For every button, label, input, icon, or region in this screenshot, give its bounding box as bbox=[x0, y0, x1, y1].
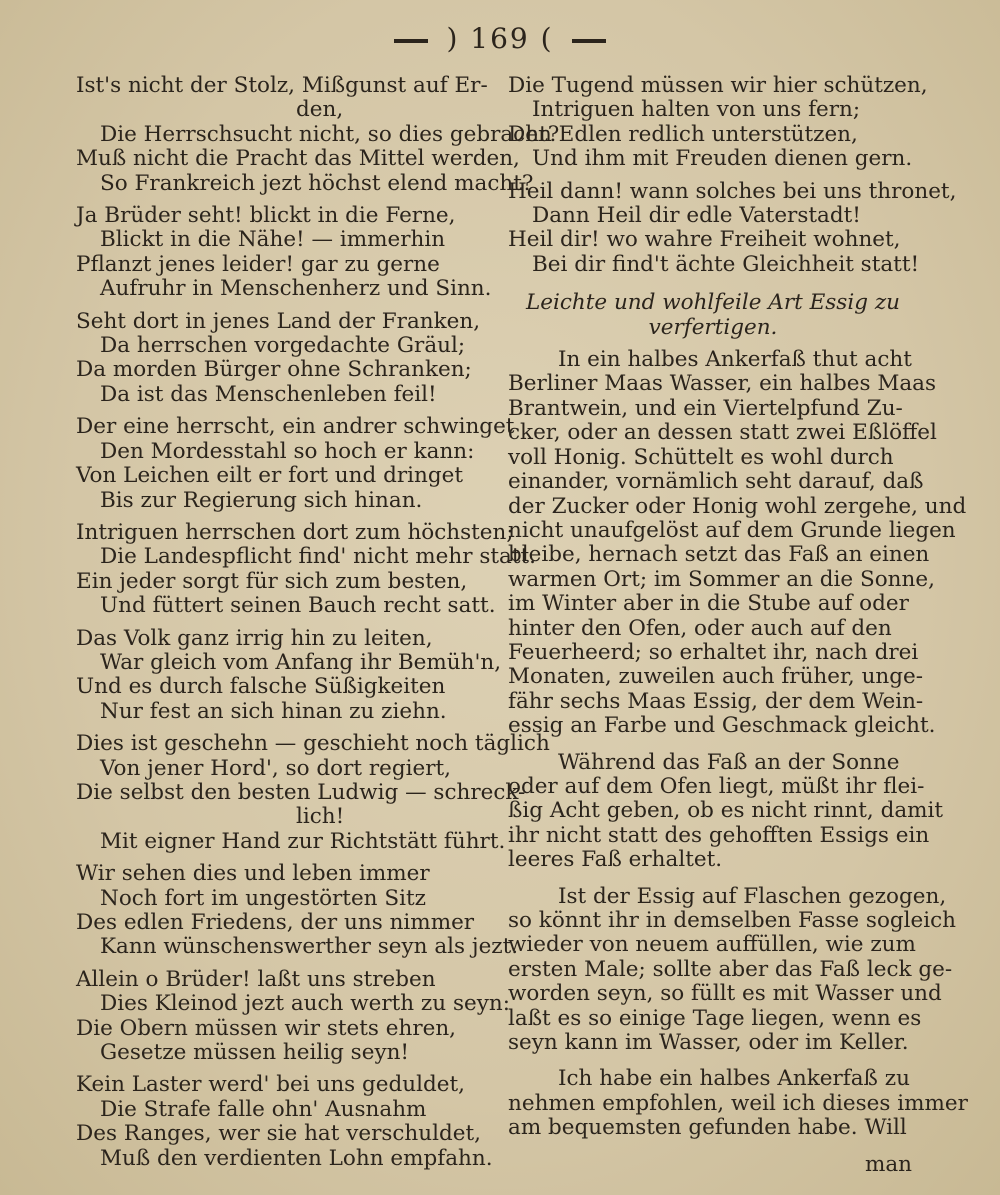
poem-line: Die selbst den besten Ludwig — schreck- bbox=[76, 779, 526, 805]
paragraph-line: Ist der Essig auf Flaschen gezogen, bbox=[558, 883, 947, 909]
paragraph-line: so könnt ihr in demselben Fasse sogleich bbox=[508, 908, 957, 933]
poem-line: Und füttert seinen Bauch recht satt. bbox=[100, 593, 496, 619]
section-heading bbox=[508, 291, 918, 340]
page-header bbox=[0, 22, 1000, 55]
poem-line: Mit eigner Hand zur Richtstätt führt. bbox=[100, 828, 506, 854]
paragraph-line: wieder von neuem auffüllen, wie zum bbox=[508, 932, 916, 958]
poem-line: Dann Heil dir edle Vaterstadt! bbox=[532, 203, 861, 229]
poem-line: Wir sehen dies und leben immer bbox=[76, 861, 430, 887]
poem-line: Da morden Bürger ohne Schranken; bbox=[76, 357, 472, 383]
poem-line: So Frankreich jezt höchst elend macht? bbox=[100, 170, 534, 196]
page-number: ) 169 ( bbox=[446, 22, 554, 55]
catchword: man bbox=[864, 1151, 912, 1177]
poem-line: Die Herrschsucht nicht, so dies gebracht? bbox=[100, 121, 560, 147]
poem-stanza bbox=[76, 414, 515, 513]
poem-stanza bbox=[508, 73, 928, 172]
paragraph-line: leeres Faß erhaltet. bbox=[508, 847, 723, 873]
poem-line: Da ist das Menschenleben feil! bbox=[100, 381, 437, 407]
poem-line: Die Tugend müssen wir hier schützen, bbox=[508, 73, 928, 98]
poem-line: Bis zur Regierung sich hinan. bbox=[100, 487, 423, 513]
poem-stanza bbox=[76, 519, 536, 619]
left-column bbox=[76, 73, 560, 1179]
paragraph-line: im Winter aber in die Stube auf oder bbox=[508, 591, 909, 617]
poem-line: Nur fest an sich hinan zu ziehn. bbox=[100, 698, 447, 724]
paragraph bbox=[508, 883, 957, 1056]
paragraph-line: warmen Ort; im Sommer an die Sonne, bbox=[508, 566, 935, 592]
poem-line: Pflanzt jenes leider! gar zu gerne bbox=[76, 251, 440, 277]
poem-line: Kein Laster werd' bei uns geduldet, bbox=[76, 1072, 465, 1098]
right-poem-stanzas bbox=[508, 73, 957, 277]
poem-line: Von jener Hord', so dort regiert, bbox=[100, 755, 451, 781]
section-heading-line: Leichte und wohlfeile Art Essig zu bbox=[525, 290, 900, 316]
poem-line: Blickt in die Nähe! — immerhin bbox=[100, 227, 446, 253]
paragraph-line: Feuerheerd; so erhaltet ihr, nach drei bbox=[508, 639, 919, 665]
paragraph-line: worden seyn, so füllt es mit Wasser und bbox=[508, 981, 942, 1007]
paragraph bbox=[508, 347, 967, 739]
poem-line: Und es durch falsche Süßigkeiten bbox=[76, 674, 446, 700]
paragraph-line: ßig Acht geben, ob es nicht rinnt, damit bbox=[508, 798, 944, 824]
poem-line: Allein o Brüder! laßt uns streben bbox=[76, 966, 436, 992]
poem-line: Muß den verdienten Lohn empfahn. bbox=[100, 1145, 493, 1171]
poem-stanza bbox=[76, 966, 510, 1066]
poem-line: Das Volk ganz irrig hin zu leiten, bbox=[76, 625, 433, 651]
poem-line: den, bbox=[296, 97, 344, 123]
paragraph-line: Ich habe ein halbes Ankerfaß zu bbox=[558, 1066, 910, 1092]
poem-stanza bbox=[76, 1073, 494, 1171]
paragraph-line: fähr sechs Maas Essig, der dem Wein- bbox=[508, 688, 924, 714]
recipe-text bbox=[508, 347, 968, 1141]
poem-stanza bbox=[76, 861, 519, 960]
paragraph-line: der Zucker oder Honig wohl zergehe, und bbox=[508, 493, 967, 519]
poem-line: Von Leichen eilt er fort und dringet bbox=[76, 463, 463, 489]
poem-line: Die Landespflicht find' nicht mehr statt. bbox=[100, 544, 536, 570]
poem-line: Muß nicht die Pracht das Mittel werden, bbox=[76, 146, 520, 172]
paragraph-line: voll Honig. Schüttelt es wohl durch bbox=[508, 444, 894, 470]
poem-line: Dies ist geschehn — geschieht noch täglich bbox=[76, 731, 550, 757]
paragraph-line: Während das Faß an der Sonne bbox=[558, 749, 900, 775]
paragraph-line: nehmen empfohlen, weil ich dieses immer bbox=[508, 1090, 968, 1116]
paragraph-line: seyn kann im Wasser, oder im Keller. bbox=[508, 1030, 909, 1056]
paragraph-line: ihr nicht statt des gehofften Essigs ein bbox=[508, 822, 930, 848]
section-heading-line: verfertigen. bbox=[648, 314, 778, 340]
poem-line: Aufruhr in Menschenherz und Sinn. bbox=[100, 276, 492, 302]
poem-stanza bbox=[76, 204, 494, 302]
poem-line: Der eine herrscht, ein andrer schwinget bbox=[76, 414, 515, 440]
paragraph-line: Berliner Maas Wasser, ein halbes Maas bbox=[508, 371, 937, 397]
poem-line: Intriguen halten von uns fern; bbox=[532, 97, 861, 123]
paragraph bbox=[508, 749, 944, 873]
paragraph-line: oder auf dem Ofen liegt, müßt ihr flei- bbox=[508, 773, 925, 799]
poem-line: Die Obern müssen wir stets ehren, bbox=[76, 1015, 456, 1041]
paragraph-line: laßt es so einige Tage liegen, wenn es bbox=[508, 1005, 922, 1031]
paragraph bbox=[508, 1066, 968, 1141]
poem-line: Gesetze müssen heilig seyn! bbox=[100, 1040, 410, 1066]
poem-line: Den Edlen redlich unterstützen, bbox=[508, 121, 858, 147]
poem-line: Ja Brüder seht! blickt in die Ferne, bbox=[76, 203, 456, 229]
poem-line: Heil dir! wo wahre Freiheit wohnet, bbox=[508, 227, 901, 253]
poem-stanza bbox=[76, 731, 550, 854]
poem-stanza bbox=[76, 73, 560, 196]
poem-stanza bbox=[508, 178, 957, 278]
poem-line: Intriguen herrschen dort zum höchsten; bbox=[76, 519, 514, 545]
poem-line: Da herrschen vorgedachte Gräul; bbox=[100, 333, 466, 359]
paragraph-line: ersten Male; sollte aber das Faß leck ge- bbox=[508, 956, 953, 982]
poem-line: Dies Kleinod jezt auch werth zu seyn: bbox=[100, 991, 510, 1017]
poem-line: Ist's nicht der Stolz, Mißgunst auf Er- bbox=[76, 73, 488, 98]
poem-line: Den Mordesstahl so hoch er kann: bbox=[100, 438, 475, 464]
poem-line: Des Ranges, wer sie hat verschuldet, bbox=[76, 1121, 481, 1147]
poem-line: Kann wünschenswerther seyn als jezt. bbox=[100, 934, 519, 960]
header-rule-right bbox=[572, 39, 606, 43]
poem-line: Ein jeder sorgt für sich zum besten, bbox=[76, 568, 468, 594]
paragraph-line: Monaten, zuweilen auch früher, unge- bbox=[508, 664, 924, 690]
poem-line: Noch fort im ungestörten Sitz bbox=[100, 885, 426, 911]
poem-line: Und ihm mit Freuden dienen gern. bbox=[532, 146, 913, 172]
paragraph-line: In ein halbes Ankerfaß thut acht bbox=[558, 347, 912, 373]
right-column bbox=[508, 73, 968, 1177]
paragraph-line: cker, oder an dessen statt zwei Eßlöffel bbox=[508, 420, 937, 446]
poem-line: Seht dort in jenes Land der Franken, bbox=[76, 308, 481, 334]
paragraph-line: Brantwein, und ein Viertelpfund Zu- bbox=[508, 395, 903, 421]
paragraph-line: nicht unaufgelöst auf dem Grunde liegen bbox=[508, 517, 956, 543]
poem-line: War gleich vom Anfang ihr Bemüh'n, bbox=[100, 649, 502, 675]
poem-line: Bei dir find't ächte Gleichheit statt! bbox=[532, 251, 920, 277]
paragraph-line: hinter den Ofen, oder auch auf den bbox=[508, 615, 892, 641]
poem-line: lich! bbox=[296, 804, 345, 830]
poem-line: Die Strafe falle ohn' Ausnahm bbox=[100, 1096, 427, 1122]
header-rule-left bbox=[394, 39, 428, 43]
paragraph-line: am bequemsten gefunden habe. Will bbox=[508, 1115, 907, 1141]
paragraph-line: bleibe, hernach setzt das Faß an einen bbox=[508, 542, 930, 568]
poem-line: Des edlen Friedens, der uns nimmer bbox=[76, 910, 475, 935]
poem-stanza bbox=[76, 310, 494, 408]
paragraph-line: essig an Farbe und Geschmack gleicht. bbox=[508, 713, 936, 739]
paragraph-line: einander, vornämlich seht darauf, daß bbox=[508, 469, 924, 495]
poem-stanza bbox=[76, 625, 502, 725]
poem-line: Heil dann! wann solches bei uns thronet, bbox=[508, 178, 957, 204]
